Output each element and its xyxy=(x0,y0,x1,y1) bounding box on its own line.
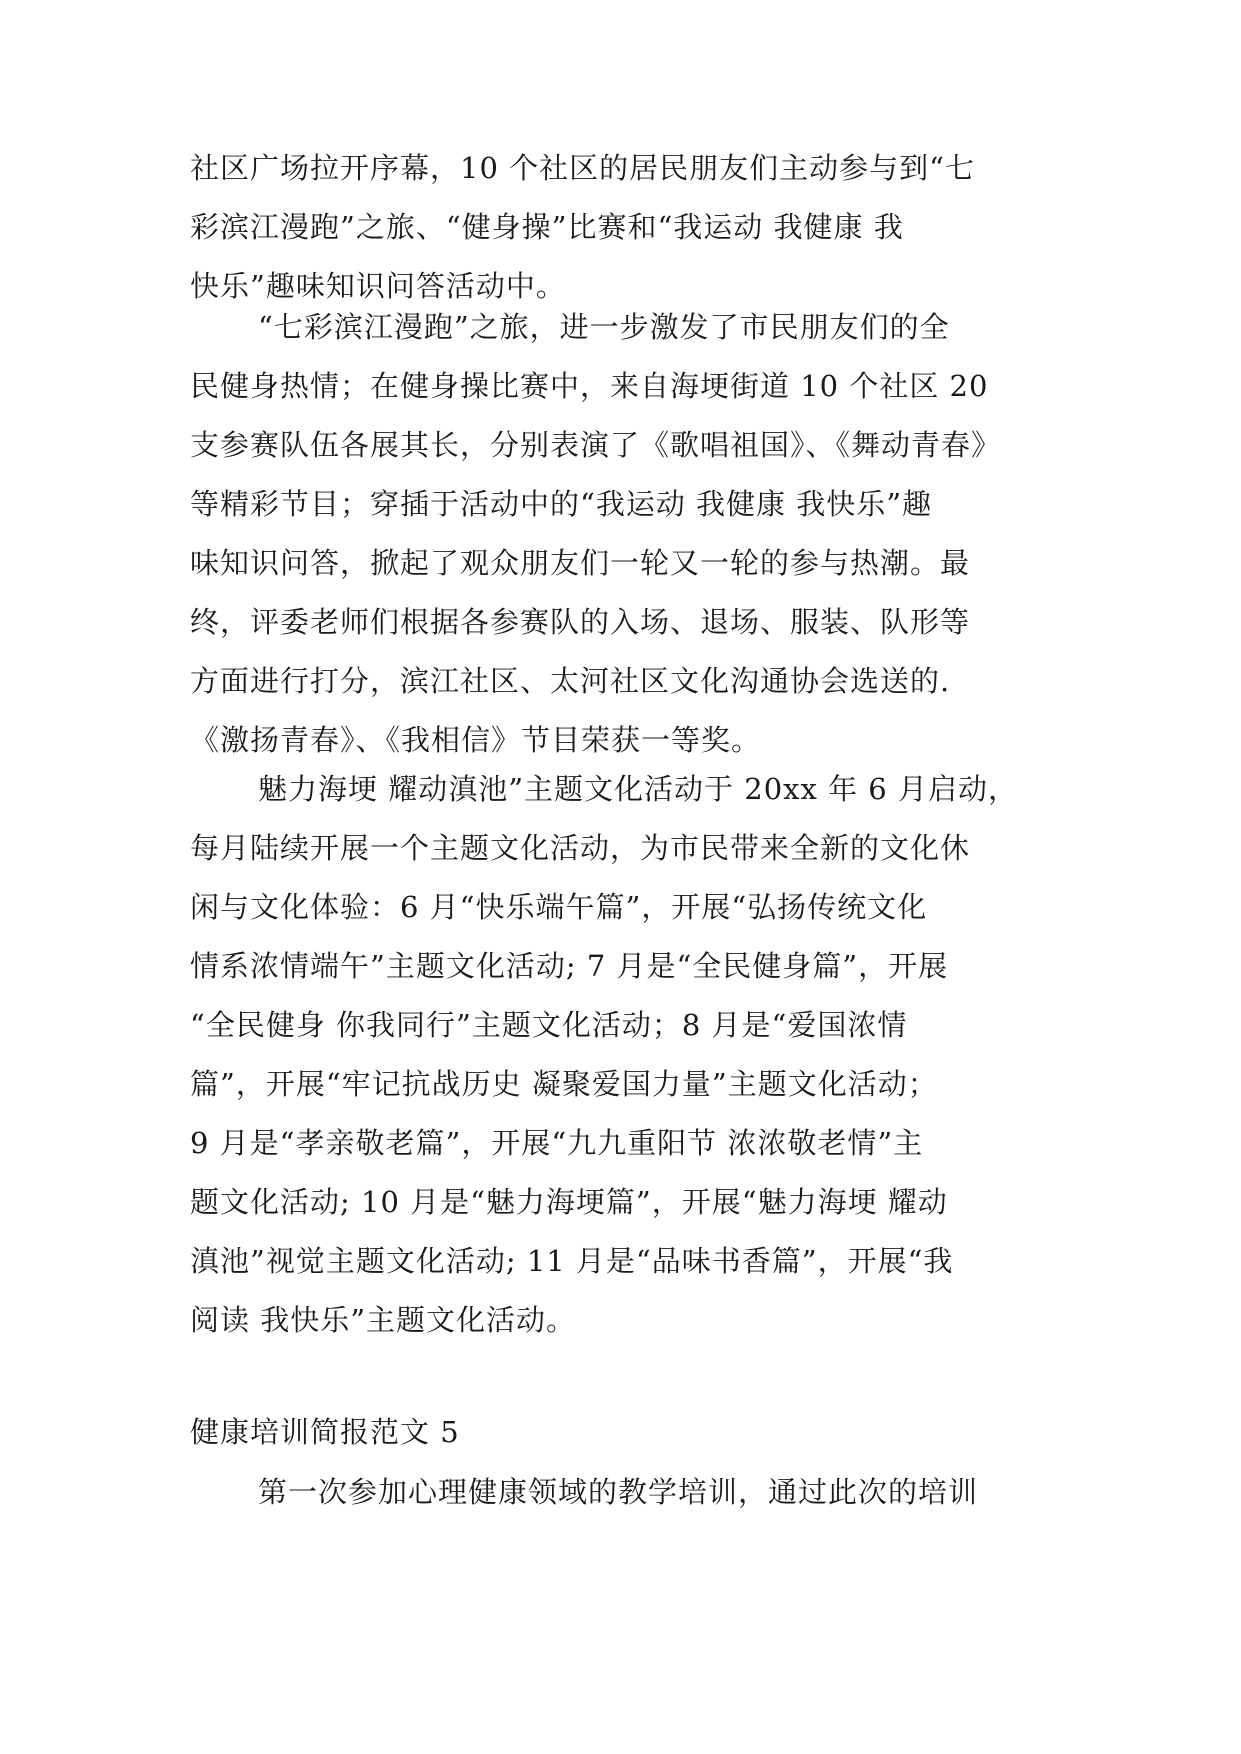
section-heading: 健康培训简报范文 5 xyxy=(190,1415,460,1449)
paragraph-line: 阅读 我快乐”主题文化活动。 xyxy=(190,1303,577,1337)
paragraph-line: 魅力海埂 耀动滇池”主题文化活动于 20xx 年 6 月启动， xyxy=(258,772,1018,806)
paragraph-line: 等精彩节目；穿插于活动中的“我运动 我健康 我快乐”趣 xyxy=(190,487,933,521)
paragraph-line: 社区广场拉开序幕，10 个社区的居民朋友们主动参与到“七 xyxy=(190,151,975,185)
paragraph-2 xyxy=(190,298,1060,770)
paragraph-line: 支参赛队伍各展其长，分别表演了《歌唱祖国》、《舞动青春》 xyxy=(190,428,1002,462)
paragraph-1 xyxy=(190,139,1060,316)
paragraph-line: 快乐”趣味知识问答活动中。 xyxy=(190,269,566,303)
paragraph-line: 每月陆续开展一个主题文化活动，为市民带来全新的文化休 xyxy=(190,831,971,865)
paragraph-line: “七彩滨江漫跑”之旅，进一步激发了市民朋友们的全 xyxy=(258,310,950,344)
paragraph-line: 情系浓情端午”主题文化活动; 7 月是“全民健身篇”，开展 xyxy=(190,949,949,983)
paragraph-line: 9 月是“孝亲敬老篇”，开展“九九重阳节 浓浓敬老情”主 xyxy=(190,1126,924,1160)
paragraph-line: 味知识问答，掀起了观众朋友们一轮又一轮的参与热潮。最 xyxy=(190,546,971,580)
paragraph-line: 滇池”视觉主题文化活动; 11 月是“品味书香篇”，开展“我 xyxy=(190,1244,954,1278)
paragraph-line: 终，评委老师们根据各参赛队的入场、退场、服装、队形等 xyxy=(190,605,971,639)
paragraph-line: 闲与文化体验：6 月“快乐端午篇”，开展“弘扬传统文化 xyxy=(190,890,928,924)
paragraph-line: 方面进行打分，滨江社区、太河社区文化沟通协会选送的. xyxy=(190,664,951,698)
paragraph-line: 《激扬青春》、《我相信》节目荣获一等奖。 xyxy=(190,723,762,757)
paragraph-line: 篇”，开展“牢记抗战历史 凝聚爱国力量”主题文化活动； xyxy=(190,1067,938,1101)
paragraph-line: 第一次参加心理健康领域的教学培训，通过此次的培训 xyxy=(258,1475,979,1509)
paragraph-line: 彩滨江漫跑”之旅、“健身操”比赛和“我运动 我健康 我 xyxy=(190,210,904,244)
paragraph-line: 民健身热情；在健身操比赛中，来自海埂街道 10 个社区 20 xyxy=(190,369,989,403)
paragraph-line: “全民健身 你我同行”主题文化活动；8 月是“爱国浓情 xyxy=(190,1008,908,1042)
paragraph-3 xyxy=(190,760,1060,1350)
paragraph-line: 题文化活动; 10 月是“魅力海埂篇”，开展“魅力海埂 耀动 xyxy=(190,1185,948,1219)
paragraph-4 xyxy=(190,1463,1060,1522)
